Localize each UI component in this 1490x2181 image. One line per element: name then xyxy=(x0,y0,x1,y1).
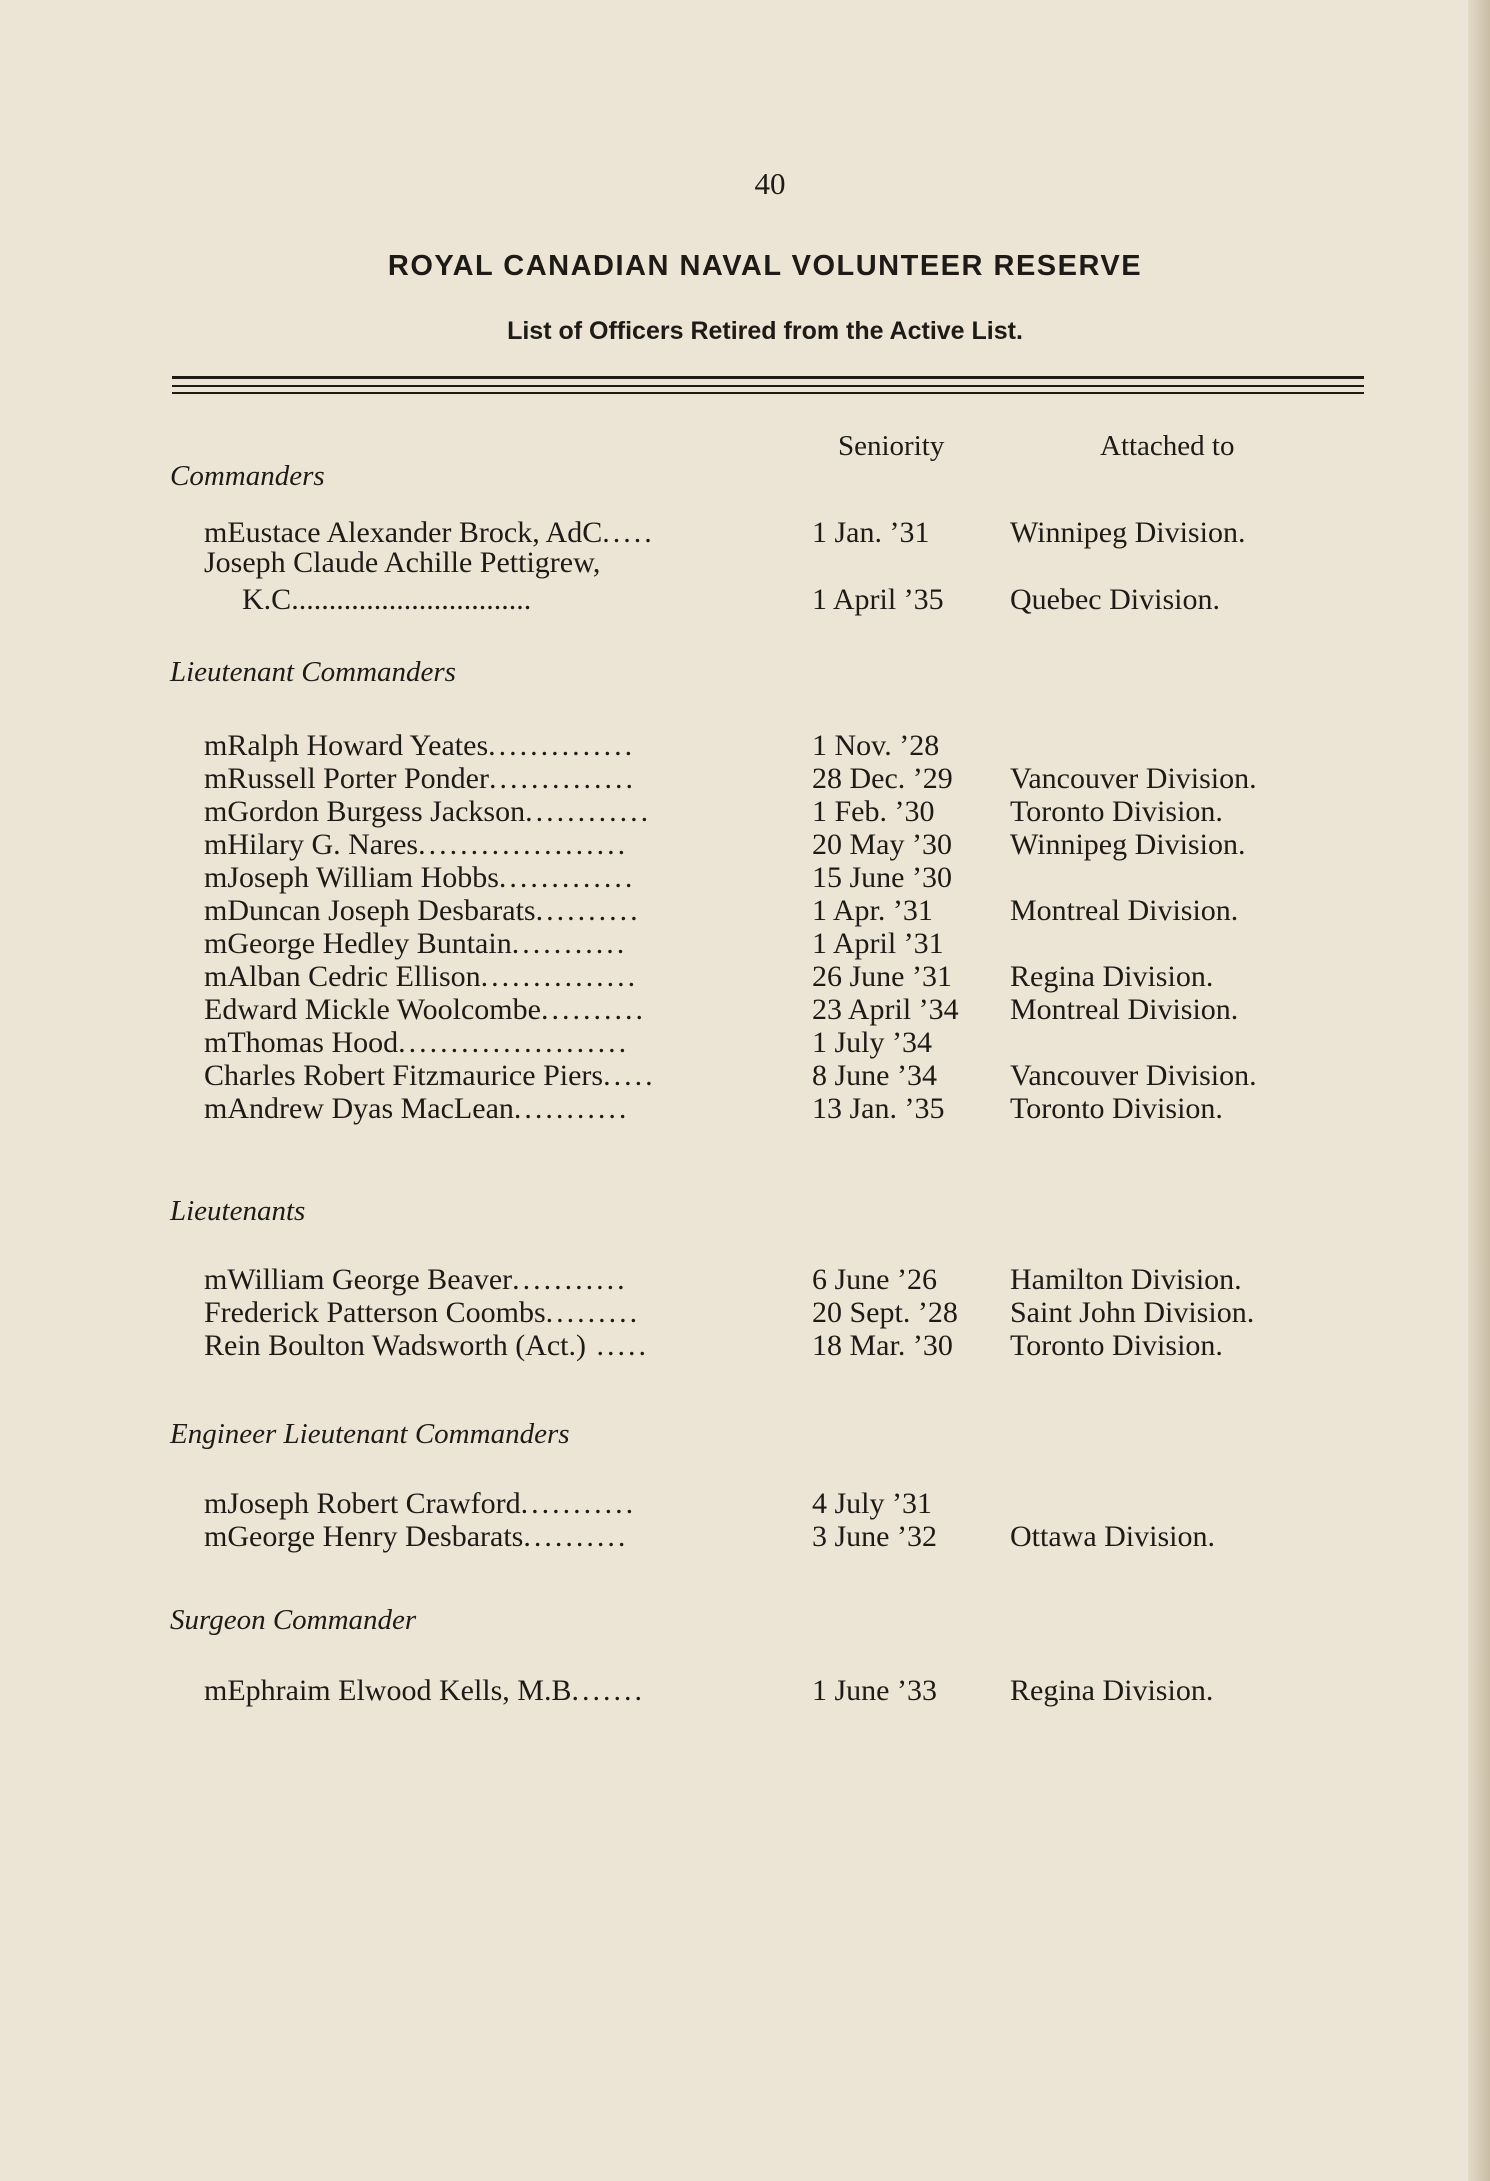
officer-name: mJoseph William Hobbs xyxy=(204,861,499,894)
division: Saint John Division. xyxy=(1010,1296,1255,1329)
seniority-date: 1 Jan. ’31 xyxy=(812,516,930,549)
leader-dots: ......... xyxy=(545,1296,641,1329)
seniority-date: 1 Nov. ’28 xyxy=(812,729,940,762)
division: Quebec Division. xyxy=(1010,583,1220,616)
header-rule xyxy=(172,392,1364,394)
division: Montreal Division. xyxy=(1010,993,1239,1026)
officer-name: Rein Boulton Wadsworth (Act.) xyxy=(204,1329,586,1362)
officer-name: Charles Robert Fitzmaurice Piers xyxy=(204,1059,604,1092)
officer-name: mJoseph Robert Crawford xyxy=(204,1487,521,1520)
officer-name: mHilary G. Nares xyxy=(204,828,419,861)
division: Winnipeg Division. xyxy=(1010,516,1246,549)
seniority-date: 28 Dec. ’29 xyxy=(812,762,953,795)
leader-dots: ............ xyxy=(525,795,652,828)
division: Toronto Division. xyxy=(1010,795,1223,828)
page-edge xyxy=(1468,0,1490,2181)
division: Montreal Division. xyxy=(1010,894,1239,927)
seniority-date: 6 June ’26 xyxy=(812,1263,937,1296)
officer-name: mEphraim Elwood Kells, M.B xyxy=(204,1674,572,1707)
seniority-date: 15 June ’30 xyxy=(812,861,952,894)
leader-dots: ..... xyxy=(603,1059,656,1092)
seniority-date: 1 June ’33 xyxy=(812,1674,937,1707)
attached-column-header: Attached to xyxy=(1100,430,1235,462)
officer-name: mThomas Hood xyxy=(204,1026,399,1059)
section-heading: Surgeon Commander xyxy=(170,1604,417,1636)
officer-name: mAlban Cedric Ellison xyxy=(204,960,481,993)
officer-name: Frederick Patterson Coombs xyxy=(204,1296,546,1329)
officer-name: mAndrew Dyas MacLean xyxy=(204,1092,514,1125)
section-heading: Lieutenant Commanders xyxy=(170,656,456,688)
division: Vancouver Division. xyxy=(1010,762,1257,795)
division: Winnipeg Division. xyxy=(1010,828,1246,861)
leader-dots: ...................... xyxy=(398,1026,630,1059)
leader-dots: ............... xyxy=(480,960,639,993)
header-rule xyxy=(172,376,1364,379)
leader-dots: ....... xyxy=(571,1674,645,1707)
division: Regina Division. xyxy=(1010,960,1214,993)
leader-dots: ........... xyxy=(520,1487,637,1520)
officer-name: mRussell Porter Ponder xyxy=(204,762,489,795)
division: Regina Division. xyxy=(1010,1674,1214,1707)
leader-dots: .......... xyxy=(523,1520,629,1553)
page-subtitle: List of Officers Retired from the Active List. xyxy=(507,317,1023,345)
officer-name: mGeorge Henry Desbarats xyxy=(204,1520,524,1553)
officer-name: Joseph Claude Achille Pettigrew, xyxy=(204,546,601,579)
officer-name: mRalph Howard Yeates xyxy=(204,729,489,762)
seniority-column-header: Seniority xyxy=(838,430,945,462)
section-heading: Commanders xyxy=(170,460,325,492)
officer-name: mDuncan Joseph Desbarats xyxy=(204,894,536,927)
seniority-date: 1 Apr. ’31 xyxy=(812,894,933,927)
leader-dots: ..... xyxy=(602,516,655,549)
seniority-date: 20 May ’30 xyxy=(812,828,952,861)
seniority-date: 23 April ’34 xyxy=(812,993,959,1026)
division: Toronto Division. xyxy=(1010,1092,1223,1125)
officer-name: mEustace Alexander Brock, AdC xyxy=(204,516,603,549)
seniority-date: 13 Jan. ’35 xyxy=(812,1092,945,1125)
seniority-date: 1 July ’34 xyxy=(812,1026,932,1059)
leader-dots: ............. xyxy=(498,861,636,894)
leader-dots: ........... xyxy=(511,927,628,960)
section-heading: Lieutenants xyxy=(170,1195,306,1227)
seniority-date: 26 June ’31 xyxy=(812,960,952,993)
officer-name-continued: K.C xyxy=(242,583,292,616)
page-title: ROYAL CANADIAN NAVAL VOLUNTEER RESERVE xyxy=(387,250,1143,282)
seniority-date: 1 April ’35 xyxy=(812,583,944,616)
division: Toronto Division. xyxy=(1010,1329,1223,1362)
officer-name: mGordon Burgess Jackson xyxy=(204,795,526,828)
leader-dots: ........... xyxy=(513,1092,630,1125)
leader-dots: ........... xyxy=(512,1263,628,1296)
leader-dots: .............. xyxy=(489,762,636,795)
seniority-date: 1 April ’31 xyxy=(812,927,944,960)
division: Vancouver Division. xyxy=(1010,1059,1257,1092)
division: Ottawa Division. xyxy=(1010,1520,1215,1553)
seniority-date: 3 June ’32 xyxy=(812,1520,937,1553)
division: Hamilton Division. xyxy=(1010,1263,1242,1296)
seniority-date: 18 Mar. ’30 xyxy=(812,1329,953,1362)
leader-dots: .......... xyxy=(540,993,646,1026)
officer-name: Edward Mickle Woolcombe xyxy=(204,993,541,1026)
section-heading: Engineer Lieutenant Commanders xyxy=(170,1418,570,1450)
seniority-date: 1 Feb. ’30 xyxy=(812,795,935,828)
seniority-date: 4 July ’31 xyxy=(812,1487,932,1520)
page-number: 40 xyxy=(754,166,786,201)
officer-name: mWilliam George Beaver xyxy=(204,1263,513,1296)
leader-dots: .............. xyxy=(488,729,636,762)
seniority-date: 8 June ’34 xyxy=(812,1059,937,1092)
leader-dots: .................... xyxy=(418,828,629,861)
leader-dots: ................................ xyxy=(291,583,532,616)
seniority-date: 20 Sept. ’28 xyxy=(812,1296,958,1329)
leader-dots: .......... xyxy=(535,894,641,927)
leader-dots: ..... xyxy=(586,1329,649,1362)
officer-name: mGeorge Hedley Buntain xyxy=(204,927,512,960)
header-rule xyxy=(172,385,1364,387)
